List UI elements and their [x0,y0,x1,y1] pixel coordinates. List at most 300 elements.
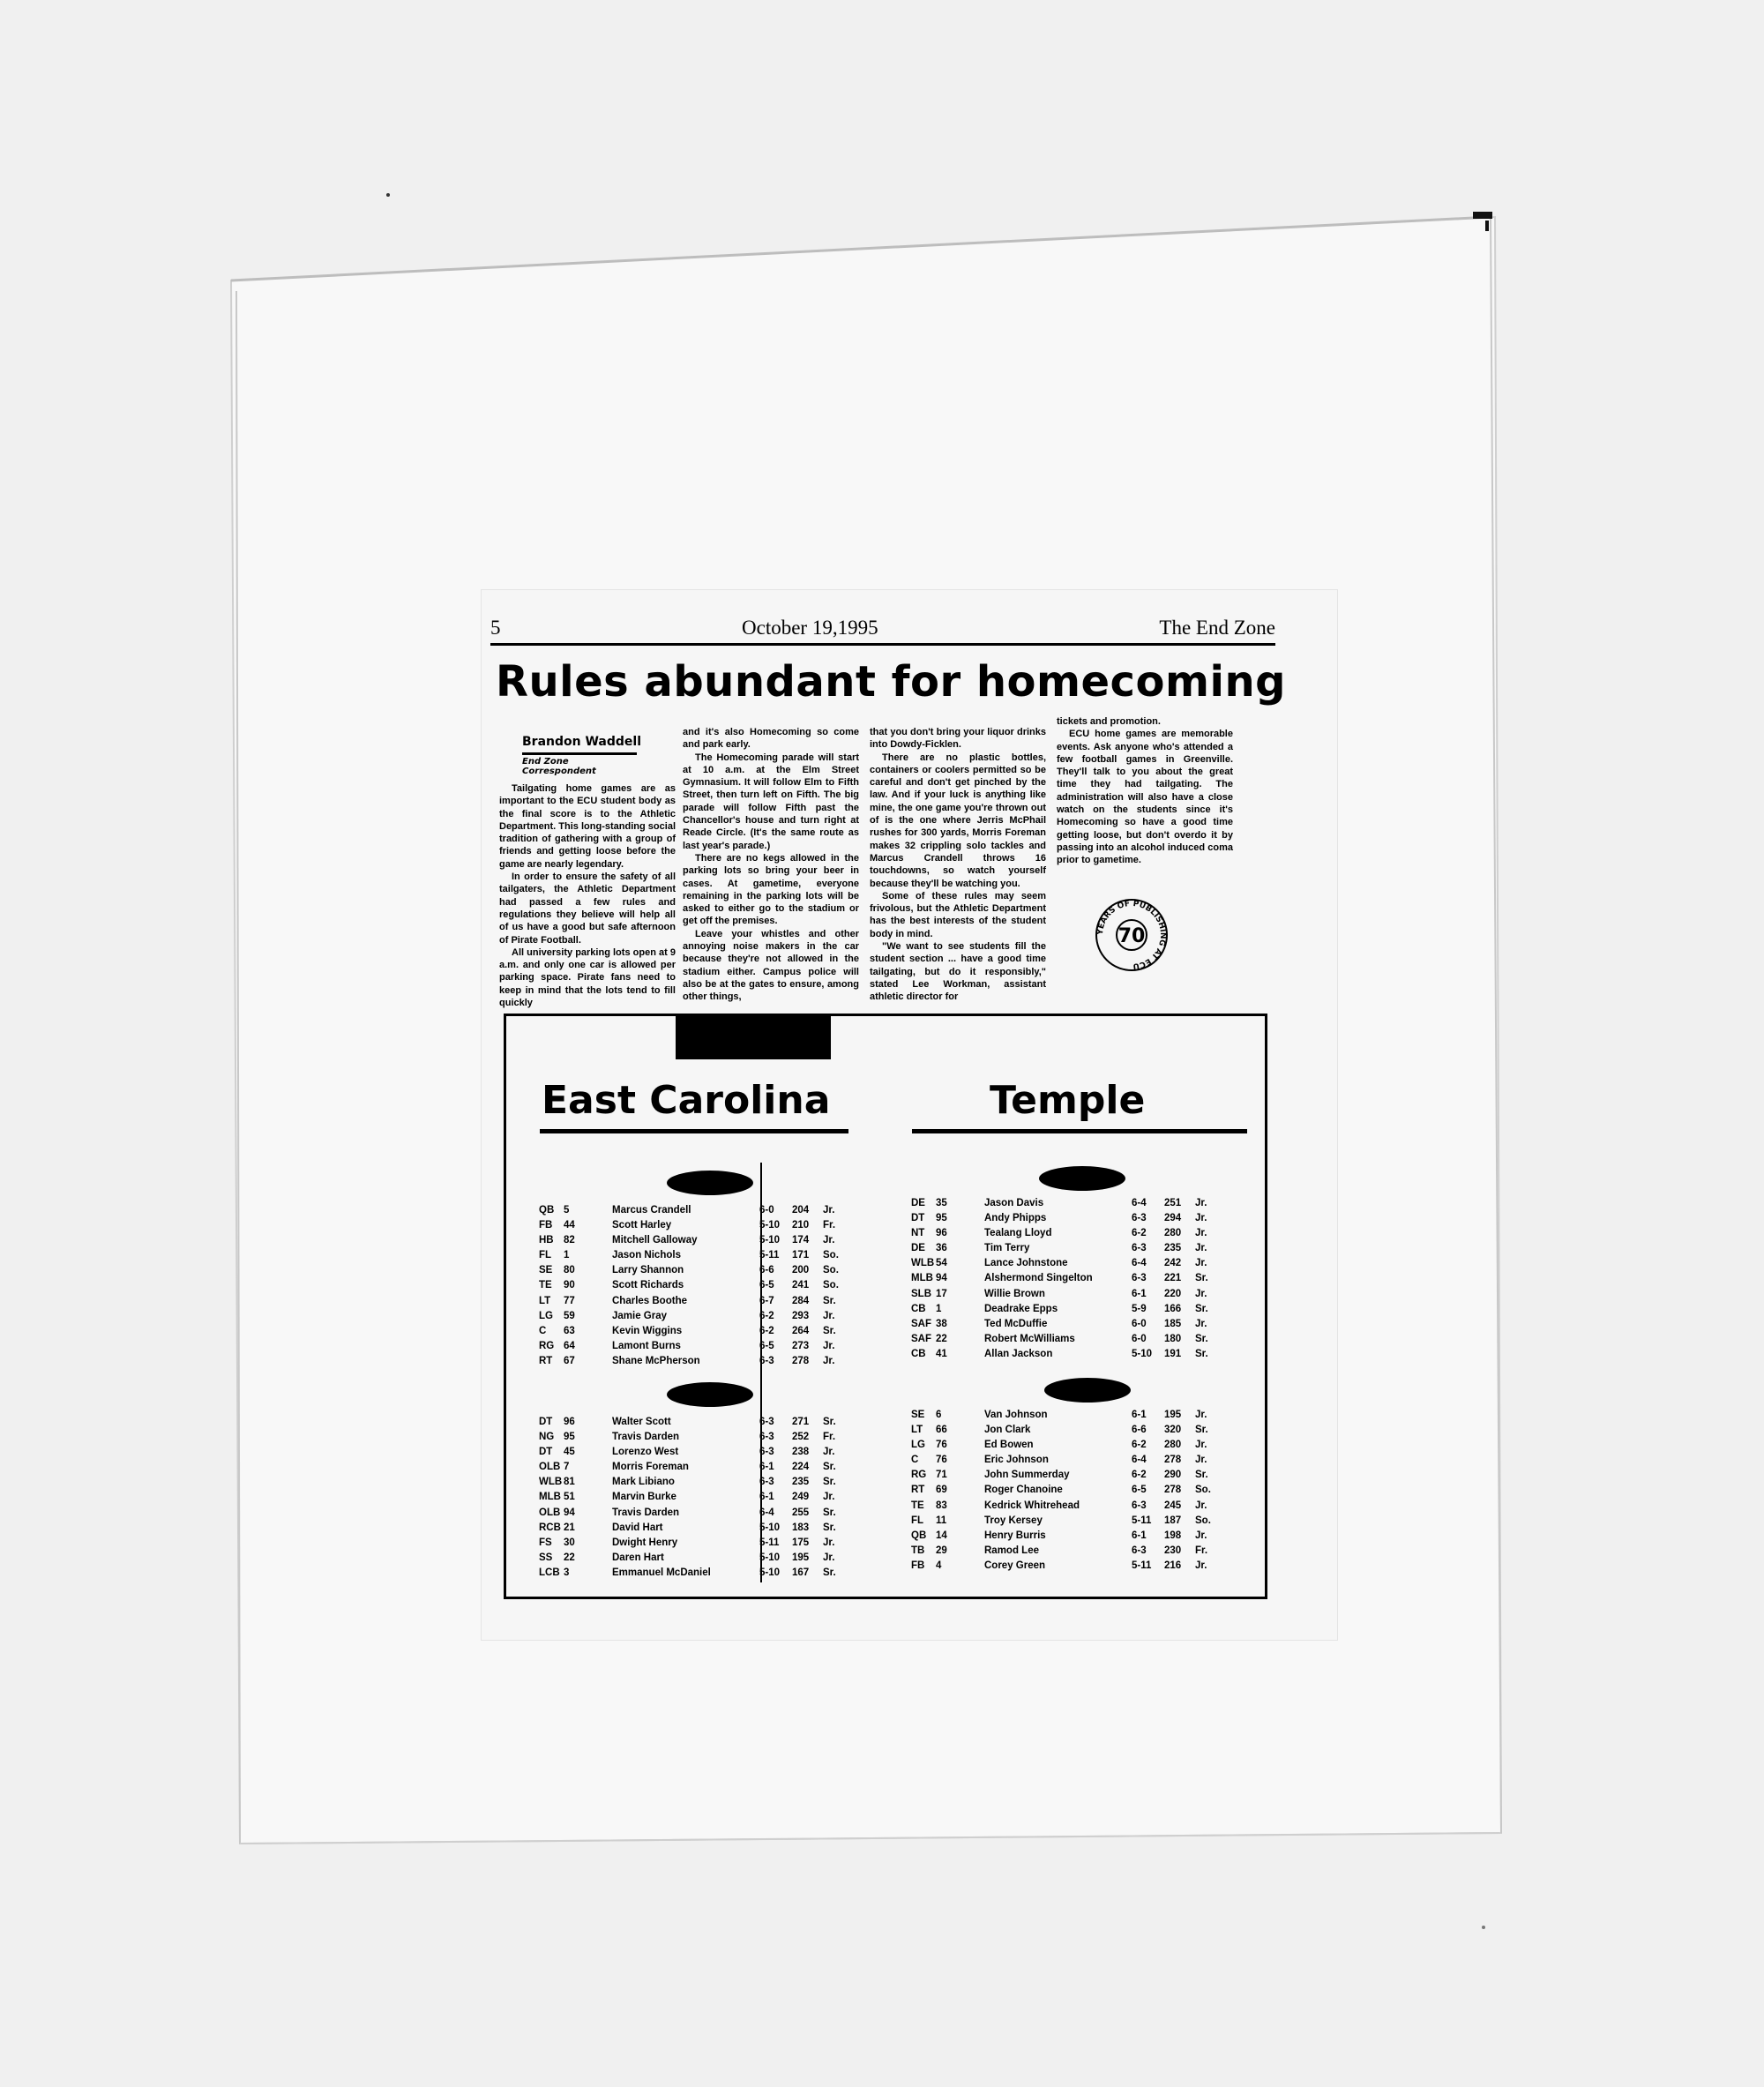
class: Sr. [1195,1348,1208,1359]
weight: 245 [1164,1500,1182,1511]
weight: 271 [792,1417,810,1427]
class: Jr. [1195,1440,1207,1451]
page-number: 5 [490,617,501,639]
roster-row [911,1529,1207,1544]
jersey-number: 22 [564,1552,575,1563]
player-name: Roger Chanoine [984,1485,1063,1496]
class: Fr. [823,1220,836,1231]
weight: 280 [1164,1440,1182,1451]
jersey-number: 11 [936,1515,947,1526]
position: SAF [911,1318,931,1329]
class: So. [823,1250,839,1261]
height: 6-3 [1132,1545,1147,1556]
roster-row [539,1415,836,1430]
roster-row [911,1256,1207,1271]
paragraph: There are no kegs allowed in the parking lots so bring your beer in cases. At gametime, everyone remaining in the parking lots will be asked to either go to the stadium or get off the premises. [683,852,859,927]
class: Sr. [823,1325,836,1336]
weight: 195 [792,1552,810,1563]
roster-row [539,1490,835,1505]
player-name: Walter Scott [612,1417,671,1427]
class: Jr. [823,1235,835,1246]
weight: 238 [792,1447,810,1458]
roster-row [539,1263,839,1278]
height: 6-2 [1132,1228,1147,1239]
article-column-3 [870,726,1046,1004]
position: MLB [539,1492,561,1503]
position: QB [539,1205,555,1216]
redacted-label-block [676,1014,831,1059]
position: WLB [539,1477,563,1488]
height: 6-6 [759,1265,774,1276]
class: Sr. [1195,1273,1208,1284]
paragraph: that you don't bring your liquor drinks into Dowdy-Ficklen. [870,727,1046,751]
height: 6-4 [1132,1258,1147,1269]
jersey-number: 94 [564,1507,575,1518]
roster-row [911,1468,1208,1483]
roster-row [539,1278,839,1293]
height: 5-10 [759,1522,781,1533]
roster-row [539,1309,835,1324]
jersey-number: 51 [564,1492,575,1503]
class: Sr. [823,1462,836,1473]
class: Jr. [823,1492,835,1503]
jersey-number: 76 [936,1455,947,1466]
position: SE [911,1410,925,1420]
class: Jr. [1195,1213,1207,1224]
position: DE [911,1198,925,1208]
height: 5-10 [1132,1348,1153,1359]
weight: 191 [1164,1348,1182,1359]
roster-row [539,1203,835,1218]
player-name: Jon Clark [984,1425,1031,1436]
jersey-number: 95 [936,1213,947,1224]
class: Fr. [1195,1545,1208,1556]
player-name: Willie Brown [984,1288,1045,1299]
position: NT [911,1228,925,1239]
jersey-number: 30 [564,1537,575,1548]
roster-row [539,1551,835,1566]
weight: 221 [1164,1273,1182,1284]
height: 6-5 [759,1280,774,1291]
height: 6-2 [759,1325,774,1336]
roster-row [539,1445,835,1460]
header-rule [490,643,1275,646]
weight: 216 [1164,1560,1182,1571]
class: So. [823,1265,839,1276]
jersey-number: 81 [564,1477,575,1488]
article-column-2 [683,726,859,1004]
weight: 171 [792,1250,810,1261]
player-name: Van Johnson [984,1410,1048,1420]
player-name: Travis Darden [612,1507,680,1518]
player-name: Emmanuel McDaniel [612,1567,711,1578]
height: 6-2 [759,1310,774,1321]
roster-row [539,1475,836,1490]
class: Jr. [1195,1228,1207,1239]
roster-row [911,1302,1208,1317]
class: Jr. [823,1340,835,1351]
weight: 166 [1164,1303,1182,1314]
position: SAF [911,1333,931,1344]
player-name: Mark Libiano [612,1477,675,1488]
player-name: Corey Green [984,1560,1046,1571]
weight: 249 [792,1492,810,1503]
class: Sr. [823,1567,836,1578]
jersey-number: 35 [936,1198,947,1208]
weight: 224 [792,1462,810,1473]
player-name: Jason Nichols [612,1250,681,1261]
position: LG [539,1310,553,1321]
roster-row [911,1241,1207,1256]
position: TE [539,1280,552,1291]
class: Jr. [823,1537,835,1548]
player-name: Alshermond Singelton [984,1273,1093,1284]
weight: 284 [792,1295,810,1306]
class: So. [1195,1515,1211,1526]
roster-row [911,1226,1207,1241]
jersey-number: 41 [936,1348,947,1359]
class: Jr. [823,1310,835,1321]
player-name: Tim Terry [984,1243,1030,1254]
height: 6-5 [1132,1485,1147,1496]
height: 6-1 [759,1492,774,1503]
roster-row [911,1483,1211,1498]
position: FL [911,1515,924,1526]
height: 6-3 [1132,1500,1147,1511]
jersey-number: 14 [936,1530,947,1541]
position: C [539,1325,547,1336]
weight: 220 [1164,1288,1182,1299]
height: 5-11 [1132,1560,1152,1571]
player-name: Kevin Wiggins [612,1325,683,1336]
height: 5-9 [1132,1303,1147,1314]
player-name: Eric Johnson [984,1455,1049,1466]
position: MLB [911,1273,933,1284]
roster-row [911,1544,1208,1559]
position: FL [539,1250,552,1261]
position: LT [911,1425,923,1436]
height: 6-3 [1132,1273,1147,1284]
weight: 264 [792,1325,810,1336]
jersey-number: 6 [936,1410,942,1420]
roster-row [539,1248,839,1263]
player-name: Ramod Lee [984,1545,1039,1556]
unit-label-oval [667,1171,753,1195]
player-name: John Summerday [984,1470,1070,1481]
byline [522,735,641,776]
player-name: Andy Phipps [984,1213,1047,1224]
class: Sr. [823,1477,836,1488]
starting-lineups-box [504,1014,1267,1599]
paragraph: In order to ensure the safety of all tailgaters, the Athletic Department had passed a few rules and regulations they believe will help all of us have a good but safe afternoon of Pirate Football. [499,871,676,946]
weight: 278 [1164,1455,1182,1466]
height: 6-4 [759,1507,774,1518]
height: 6-0 [1132,1333,1147,1344]
article-column-1 [499,782,676,1009]
player-name: Charles Boothe [612,1295,687,1306]
article-column-4 [1057,715,1233,867]
weight: 195 [1164,1410,1182,1420]
height: 6-7 [759,1295,774,1306]
temple-offense-roster [911,1408,1211,1574]
height: 6-0 [1132,1318,1147,1329]
height: 5-10 [759,1220,781,1231]
weight: 294 [1164,1213,1182,1224]
page-header [490,617,1275,641]
height: 6-3 [759,1417,774,1427]
class: So. [1195,1485,1211,1496]
position: FS [539,1537,552,1548]
position: C [911,1455,919,1466]
class: Jr. [1195,1455,1207,1466]
roster-row [911,1559,1207,1574]
weight: 242 [1164,1258,1182,1269]
weight: 200 [792,1265,810,1276]
weight: 251 [1164,1198,1182,1208]
roster-row [539,1521,836,1536]
jersey-number: 5 [564,1205,570,1216]
class: Jr. [1195,1198,1207,1208]
jersey-number: 38 [936,1318,947,1329]
weight: 255 [792,1507,810,1518]
height: 6-6 [1132,1425,1147,1436]
class: Jr. [823,1552,835,1563]
height: 6-4 [1132,1455,1147,1466]
height: 6-3 [759,1477,774,1488]
weight: 241 [792,1280,810,1291]
height: 6-1 [759,1462,774,1473]
player-name: David Hart [612,1522,663,1533]
position: SE [539,1265,553,1276]
player-name: Tealang Lloyd [984,1228,1052,1239]
jersey-number: 4 [936,1560,942,1571]
position: LT [539,1295,551,1306]
position: RT [911,1485,925,1496]
team-name-temple: Temple [990,1078,1146,1123]
class: Sr. [823,1507,836,1518]
unit-label-oval [667,1382,753,1407]
seal-text: YEARS OF PUBLISHING AT ECU [1095,899,1168,971]
height: 5-10 [759,1567,781,1578]
position: DT [539,1447,553,1458]
roster-row [911,1499,1207,1514]
position: RG [539,1340,555,1351]
jersey-number: 82 [564,1235,575,1246]
class: Jr. [1195,1318,1207,1329]
paragraph: Leave your whistles and other annoying noise makers in the car because they're not allowed in the stadium either. Campus police will also be at the gates to ensure, among other things, [683,928,859,1003]
class: Jr. [1195,1410,1207,1420]
height: 6-1 [1132,1288,1147,1299]
class: Jr. [1195,1258,1207,1269]
position: NG [539,1432,555,1443]
position: SLB [911,1288,931,1299]
jersey-number: 36 [936,1243,947,1254]
height: 5-10 [759,1552,781,1563]
jersey-number: 63 [564,1325,575,1336]
roster-row [539,1324,836,1339]
height: 6-3 [1132,1243,1147,1254]
height: 5-10 [759,1235,781,1246]
player-name: Lance Johnstone [984,1258,1068,1269]
player-name: Scott Harley [612,1220,672,1231]
unit-label-oval [1044,1378,1131,1403]
weight: 230 [1164,1545,1182,1556]
class: Sr. [1195,1303,1208,1314]
jersey-number: 22 [936,1333,947,1344]
class: Sr. [823,1417,836,1427]
position: HB [539,1235,554,1246]
position: LG [911,1440,925,1451]
class: Jr. [823,1205,835,1216]
class: Sr. [1195,1470,1208,1481]
player-name: Daren Hart [612,1552,664,1563]
position: TB [911,1545,925,1556]
paragraph: tickets and promotion. [1057,716,1161,727]
position: CB [911,1303,926,1314]
weight: 280 [1164,1228,1182,1239]
jersey-number: 96 [564,1417,575,1427]
roster-row [911,1317,1207,1332]
player-name: Lorenzo West [612,1447,679,1458]
roster-row [911,1196,1207,1211]
team-underline [912,1129,1247,1133]
jersey-number: 3 [564,1567,570,1578]
roster-row [539,1354,835,1369]
player-name: Marvin Burke [612,1492,676,1503]
roster-row [539,1506,836,1521]
weight: 273 [792,1340,810,1351]
weight: 235 [1164,1243,1182,1254]
paragraph: ECU home games are memorable events. Ask anyone who's attended a few football games in Greenville. They'll talk to you about the great time they had tailgating. The administration will also have a close watch on the students since it's Homecoming so have a good time getting loose, but don't overdo it by passing into an alcohol induced coma prior to gametime. [1057,729,1233,866]
player-name: Scott Richards [612,1280,684,1291]
player-name: Dwight Henry [612,1537,678,1548]
jersey-number: 77 [564,1295,575,1306]
weight: 278 [1164,1485,1182,1496]
position: WLB [911,1258,935,1269]
player-name: Troy Kersey [984,1515,1043,1526]
player-name: Larry Shannon [612,1265,684,1276]
class: Sr. [1195,1333,1208,1344]
roster-row [539,1233,835,1248]
ecu-offense-roster [539,1203,839,1369]
roster-row [539,1339,835,1354]
height: 6-5 [759,1340,774,1351]
position: RCB [539,1522,561,1533]
player-name: Deadrake Epps [984,1303,1058,1314]
weight: 320 [1164,1425,1182,1436]
jersey-number: 7 [564,1462,570,1473]
weight: 183 [792,1522,810,1533]
roster-row [911,1423,1208,1438]
jersey-number: 1 [936,1303,942,1314]
paragraph: "We want to see students fill the student section ... have a good time tailgating, but do it responsibly," stated Lee Workman, assistant athletic director for [870,941,1046,1003]
weight: 210 [792,1220,810,1231]
paragraph: Some of these rules may seem frivolous, but the Athletic Department has the best interests of the student body in mind. [870,890,1046,939]
seal-number: 70 [1117,925,1146,947]
position: OLB [539,1462,561,1473]
byline-title: End Zone Correspondent [522,752,637,776]
paragraph: There are no plastic bottles, containers or coolers permitted so be careful and don't get pinched by the law. And if your luck is anything like mine, the one game you're thrown out of is the one where Jerris McPhail rushes for 300 yards, Morris Foreman makes 32 crippling solo tackles and Marcus Crandell throws 16 touchdowns, so watch yourself because they'll be watching you. [870,752,1046,889]
jersey-number: 59 [564,1310,575,1321]
class: Jr. [823,1447,835,1458]
jersey-number: 66 [936,1425,947,1436]
height: 5-11 [759,1250,780,1261]
jersey-number: 1 [564,1250,570,1261]
roster-row [911,1287,1207,1302]
newspaper-clipping [481,589,1338,1641]
player-name: Ed Bowen [984,1440,1034,1451]
height: 6-2 [1132,1470,1147,1481]
paragraph: and it's also Homecoming so come and park early. [683,727,859,751]
player-name: Lamont Burns [612,1340,681,1351]
paragraph: The Homecoming parade will start at 10 a.m. at the Elm Street Gymnasium. It will follow Elm to Fifth Street, then turn left on Fifth. The big parade will follow Fifth past the Chancellor's house and turn right at Reade Circle. (It's the same route as last year's parade.) [683,752,859,851]
position: QB [911,1530,927,1541]
paragraph: Tailgating home games are as important to the ECU student body as the final score is to the Athletic Department. This long-standing social tradition of gathering with a group of friends and getting loose before the game are nearly legendary. [499,783,676,870]
jersey-number: 71 [936,1470,947,1481]
jersey-number: 67 [564,1355,575,1366]
height: 6-0 [759,1205,774,1216]
class: Jr. [1195,1243,1207,1254]
position: RG [911,1470,927,1481]
roster-row [911,1438,1207,1453]
height: 5-11 [1132,1515,1152,1526]
position: TE [911,1500,924,1511]
weight: 175 [792,1537,810,1548]
weight: 293 [792,1310,810,1321]
height: 6-4 [1132,1198,1147,1208]
weight: 180 [1164,1333,1182,1344]
class: Sr. [823,1295,836,1306]
jersey-number: 94 [936,1273,947,1284]
position: DE [911,1243,925,1254]
class: Sr. [823,1522,836,1533]
jersey-number: 83 [936,1500,947,1511]
height: 6-3 [759,1355,774,1366]
weight: 290 [1164,1470,1182,1481]
class: Jr. [1195,1530,1207,1541]
height: 6-1 [1132,1530,1147,1541]
team-name-east-carolina: East Carolina [542,1078,831,1123]
jersey-number: 69 [936,1485,947,1496]
position: CB [911,1348,926,1359]
player-name: Robert McWilliams [984,1333,1075,1344]
height: 6-3 [759,1447,774,1458]
roster-row [911,1332,1208,1347]
position: DT [911,1213,925,1224]
headline: Rules abundant for homecoming [496,657,1286,707]
class: So. [823,1280,839,1291]
jersey-number: 76 [936,1440,947,1451]
class: Fr. [823,1432,836,1443]
jersey-number: 45 [564,1447,575,1458]
weight: 167 [792,1567,810,1578]
byline-name: Brandon Waddell [522,735,641,749]
height: 5-11 [759,1537,780,1548]
temple-defense-roster [911,1196,1208,1362]
weight: 185 [1164,1318,1182,1329]
weight: 174 [792,1235,810,1246]
position: LCB [539,1567,560,1578]
weight: 278 [792,1355,810,1366]
roster-row [539,1294,836,1309]
player-name: Marcus Crandell [612,1205,691,1216]
player-name: Mitchell Galloway [612,1235,698,1246]
roster-row [539,1218,836,1233]
roster-row [911,1211,1207,1226]
weight: 252 [792,1432,810,1443]
position: SS [539,1552,553,1563]
player-name: Kedrick Whitrehead [984,1500,1080,1511]
